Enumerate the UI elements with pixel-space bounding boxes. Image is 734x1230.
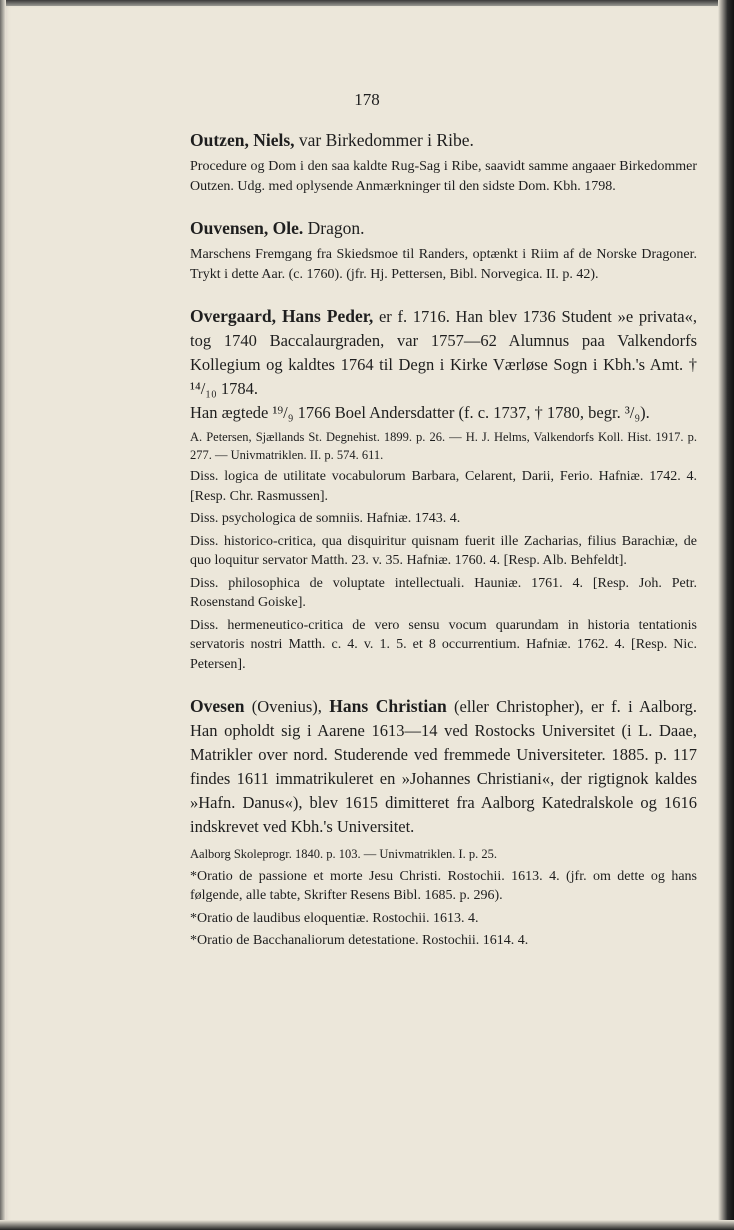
entry-name: Outzen, Niels, — [190, 130, 295, 150]
entry-overgaard — [190, 304, 697, 674]
entry-work: Diss. philosophica de voluptate intellectuali. Hauniæ. 1761. 4. [Resp. Joh. Petr. Rosenstand Goiske]. — [190, 575, 697, 610]
entry-work: Diss. logica de utilitate vocabulorum Barbara, Celarent, Darii, Ferio. Hafniæ. 1742. 4. [Resp. Chr. Rasmussen]. — [190, 469, 697, 504]
entry-bio-text: (eller Christopher), er f. i Aalborg. Han opholdt sig i Aarene 1613—14 ved Rostocks Universitet (i L. Daae, Matrikler over nord. Studerende ved fremmede Universiteter. 1885. p. 117 findes 1611 immatrikuleret en »Johannes Christiani«, der rigtignok kaldes »Hafn. Danus«), blev 1615 dimitteret fra Aalborg Katedralskole og 1616 indskrevet ved Kbh.'s Universitet. — [190, 697, 697, 836]
entry-biography — [190, 304, 697, 401]
entry-work: Procedure og Dom i den saa kaldte Rug-Sag i Ribe, saavidt samme angaaer Birkedommer Outzen. Udg. med oplysende Anmærkninger til den sidste Dom. Kbh. 1798. — [190, 159, 697, 194]
entry-outzen — [190, 128, 697, 196]
entry-name: Overgaard, Hans Peder, — [190, 306, 374, 326]
scan-edge-top — [0, 0, 734, 6]
entry-given-name: Hans Christian — [329, 696, 447, 716]
entry-ouvensen — [190, 216, 697, 284]
entry-title-rest: Dragon. — [303, 218, 365, 238]
entry-references: A. Petersen, Sjællands St. Degnehist. 1899. p. 26. — H. J. Helms, Valkendorfs Koll. Hist. 1917. p. 277. — Univmatriklen. II. p. 574. 611. — [190, 430, 697, 462]
entry-title-rest: var Birkedommer i Ribe. — [294, 130, 474, 150]
entry-references: Aalborg Skoleprogr. 1840. p. 103. — Univmatriklen. I. p. 25. — [190, 847, 498, 861]
entry-name: Ovesen — [190, 696, 245, 716]
entry-name-variant: (Ovenius), — [244, 697, 330, 716]
entry-work: *Oratio de passione et morte Jesu Christi. Rostochii. 1613. 4. (jfr. om dette og hans følgende, alle tabte, Skrifter Resens Bibl. 1685. p. 296). — [190, 868, 697, 903]
entry-ovesen — [190, 694, 697, 951]
entry-name: Ouvensen, Ole. — [190, 218, 304, 238]
entry-marriage: Han ægtede ¹⁹/₉ 1766 Boel Andersdatter (f. c. 1737, † 1780, begr. ³/₉). — [190, 403, 650, 422]
page-number: 178 — [354, 90, 380, 109]
entry-biography — [190, 694, 697, 839]
entry-work: Diss. historico-critica, qua disquiritur quisnam fuerit ille Zacharias, filius Barachiæ, de quo loquitur servator Matth. 23. v. 35. Hafniæ. 1760. 4. [Resp. Alb. Behfeldt]. — [190, 533, 697, 568]
entry-heading — [190, 128, 697, 152]
entry-work: Diss. hermeneutico-critica de vero sensu vocum quarundam in historia tentationis servatoris nostri Matth. c. 4. v. 1. 5. et 8 occurrentium. Hafniæ. 1762. 4. [Resp. Nic. Petersen]. — [190, 617, 697, 672]
scan-edge-bottom — [0, 1220, 734, 1230]
scan-edge-right — [718, 0, 734, 1230]
entry-work: Marschens Fremgang fra Skiedsmoe til Randers, optænkt i Riim af de Norske Dragoner. Trykt i dette Aar. (c. 1760). (jfr. Hj. Pettersen, Bibl. Norvegica. II. p. 42). — [190, 247, 697, 282]
entry-work: *Oratio de Bacchanaliorum detestatione. Rostochii. 1614. 4. — [190, 933, 529, 948]
entry-bio-text: er f. 1716. Han blev 1736 Student »e privata«, tog 1740 Baccalaurgraden, var 1757—62 Alumnus paa Valkendorfs Kollegium og kaldtes 1764 til Degn i Kirke Værløse Sogn i Kbh.'s Amt. † ¹⁴/₁₀ 1784. — [190, 307, 698, 398]
page-content — [190, 128, 697, 954]
entry-heading — [190, 216, 697, 240]
entry-work: *Oratio de laudibus eloquentiæ. Rostochii. 1613. 4. — [190, 910, 479, 926]
scan-edge-left — [0, 0, 6, 1230]
entry-work: Diss. psychologica de somniis. Hafniæ. 1743. 4. — [190, 511, 461, 526]
